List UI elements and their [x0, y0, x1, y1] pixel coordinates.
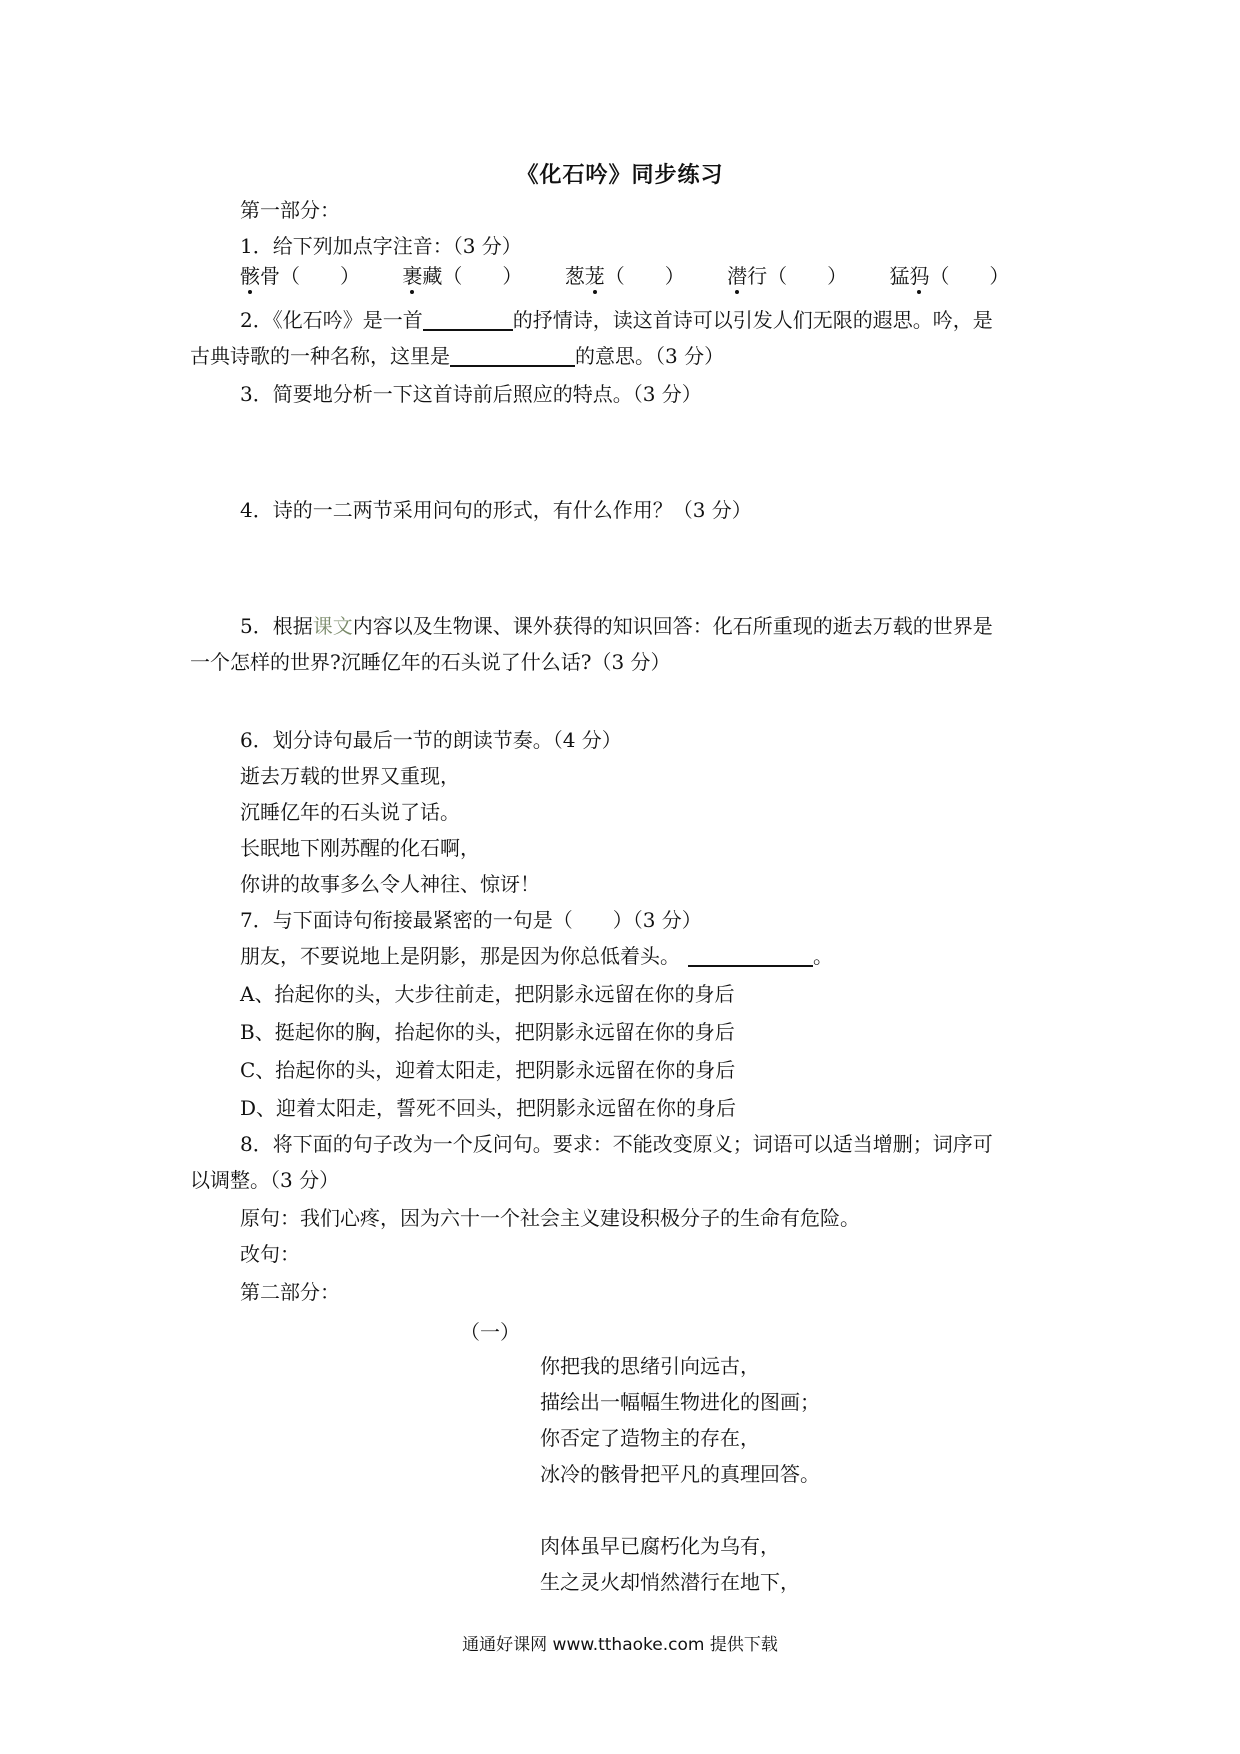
q2-line1: 2．《化石吟》是一首 的抒情诗，读这首诗可以引发人们无限的遐思。吟，是 — [240, 308, 993, 332]
q5-line1: 5．根据课文内容以及生物课、课外获得的知识回答：化石所重现的逝去万载的世界是 — [240, 614, 993, 638]
poem-line: 你讲的故事多么令人神往、惊讶！ — [240, 872, 540, 896]
pinyin-item: 裹藏（ ） — [402, 264, 523, 288]
footer-credit: 通通好课网 www.tthaoke.com 提供下载 — [462, 1635, 778, 1655]
answer-blank[interactable] — [688, 943, 813, 967]
q7-option-a[interactable]: A、抬起你的头，大步往前走，把阴影永远留在你的身后 — [240, 982, 735, 1006]
q8-revised: 改句： — [240, 1242, 300, 1266]
q7-option-b[interactable]: B、挺起你的胸，抬起你的头，把阴影永远留在你的身后 — [240, 1020, 735, 1044]
text-link[interactable]: 课文 — [312, 614, 353, 638]
q8-line1: 8．将下面的句子改为一个反问句。要求：不能改变原义；词语可以适当增删；词序可 — [240, 1132, 993, 1156]
poem-line: 描绘出一幅幅生物进化的图画； — [540, 1390, 820, 1414]
q7-option-d[interactable]: D、迎着太阳走，誓死不回头，把阴影永远留在你的身后 — [240, 1096, 737, 1120]
poem-line: 逝去万载的世界又重现， — [240, 764, 460, 788]
pinyin-item: 潜行（ ） — [727, 264, 848, 288]
q1-items — [240, 262, 1060, 290]
part2-heading: 第二部分： — [240, 1280, 340, 1304]
q8-original: 原句：我们心疼，因为六十一个社会主义建设积极分子的生命有危险。 — [240, 1206, 860, 1230]
section-number: （一） — [460, 1320, 520, 1344]
q3-text: 3．简要地分析一下这首诗前后照应的特点。（3 分） — [240, 382, 702, 406]
q2-line2: 古典诗歌的一种名称，这里是 的意思。（3 分） — [190, 344, 725, 368]
poem-line: 沉睡亿年的石头说了话。 — [240, 800, 460, 824]
pinyin-item: 骸骨（ ） — [240, 264, 360, 288]
page-title: 《化石吟》同步练习 — [516, 162, 724, 188]
part1-heading: 第一部分： — [240, 198, 340, 222]
q5-line2: 一个怎样的世界?沉睡亿年的石头说了什么话?（3 分） — [190, 650, 671, 674]
poem-line: 你否定了造物主的存在， — [540, 1426, 760, 1450]
pinyin-item: 猛犸（ ） — [889, 264, 1010, 288]
q1-text: 1．给下列加点字注音：（3 分） — [240, 234, 522, 258]
answer-blank[interactable] — [423, 307, 513, 331]
q7-stem: 朋友，不要说地上是阴影，那是因为你总低着头。 。 — [240, 944, 833, 968]
poem-line: 长眠地下刚苏醒的化石啊， — [240, 836, 480, 860]
q7-text: 7．与下面诗句衔接最紧密的一句是（ ）（3 分） — [240, 908, 702, 932]
q7-option-c[interactable]: C、抬起你的头，迎着太阳走，把阴影永远留在你的身后 — [240, 1058, 736, 1082]
poem-line: 冰冷的骸骨把平凡的真理回答。 — [540, 1462, 820, 1486]
q8-line2: 以调整。（3 分） — [190, 1168, 340, 1192]
answer-blank[interactable] — [450, 343, 575, 367]
poem-line: 你把我的思绪引向远古， — [540, 1354, 760, 1378]
q6-text: 6．划分诗句最后一节的朗读节奏。（4 分） — [240, 728, 622, 752]
pinyin-item: 葱茏（ ） — [564, 264, 685, 288]
q4-text: 4．诗的一二两节采用问句的形式，有什么作用？（3 分） — [240, 498, 752, 522]
poem-line: 肉体虽早已腐朽化为乌有， — [540, 1534, 780, 1558]
poem-line: 生之灵火却悄然潜行在地下， — [540, 1570, 800, 1594]
